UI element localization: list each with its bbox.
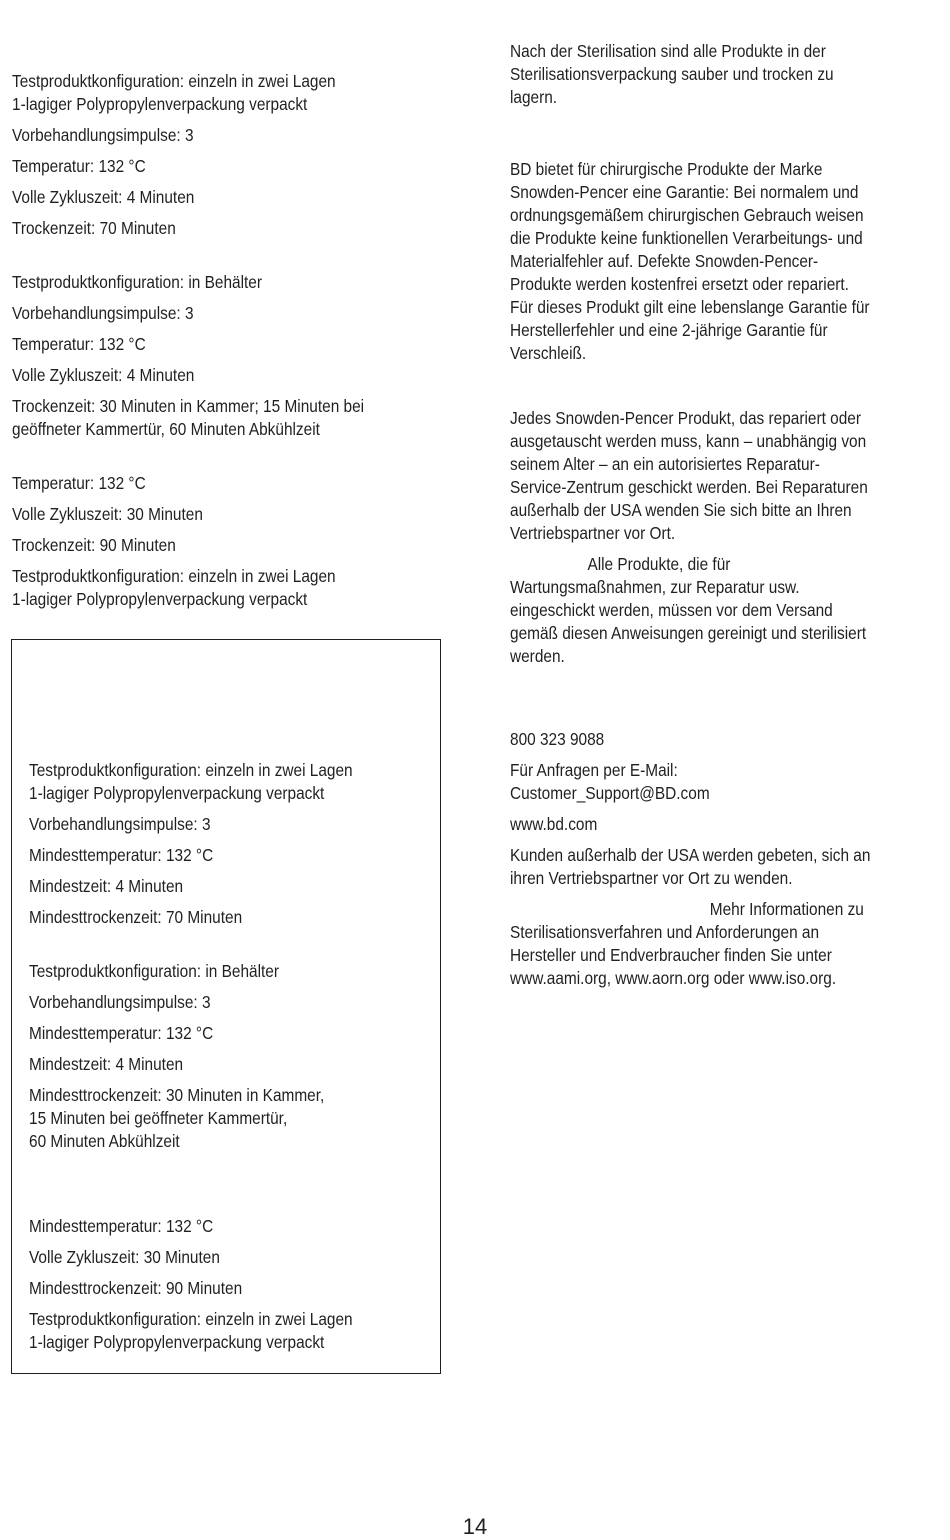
page-number: 14	[462, 1514, 488, 1539]
min-temperature-text: Mindesttemperatur: 132 °C	[29, 1216, 214, 1236]
cycle-time-text: Volle Zykluszeit: 4 Minuten	[12, 187, 195, 207]
cycle-block-2	[12, 271, 442, 441]
config-text: Testproduktkonfiguration: einzeln in zwei Lagen 1-lagiger Polypropylenverpackung verpackt	[12, 566, 336, 609]
box-block-3	[29, 1215, 397, 1354]
pulse-text: Vorbehandlungsimpulse: 3	[12, 125, 194, 145]
warranty-paragraph: BD bietet für chirurgische Produkte der Marke Snowden-Pencer eine Garantie: Bei normalem und ordnungsgemäßem chirurgischen Gebrauch weisen die Produkte keine funktionellen Verarbeitungs- und Materialfehler auf. Defekte Snowden-Pencer- Produkte werden kostenfrei ersetzt oder repariert. Für dieses Produkt gilt eine lebenslange Garantie für Herstellerfehler und eine 2-jährige Garantie für Verschleiß.	[510, 159, 870, 363]
drying-time-text: Trockenzeit: 30 Minuten in Kammer; 15 Minuten bei geöffneter Kammertür, 60 Minuten Abkühlzeit	[12, 396, 365, 439]
box-block-1	[29, 759, 397, 929]
min-drying-time-text: Mindesttrockenzeit: 70 Minuten	[29, 907, 243, 927]
config-text: Testproduktkonfiguration: einzeln in zwei Lagen 1-lagiger Polypropylenverpackung verpackt	[12, 71, 336, 114]
return-paragraph	[510, 553, 940, 668]
return-first-line: Alle Produkte, die für	[587, 554, 731, 574]
box-block-2	[29, 960, 397, 1153]
pulse-text: Vorbehandlungsimpulse: 3	[12, 303, 194, 323]
pulse-text: Vorbehandlungsimpulse: 3	[29, 992, 211, 1012]
info-paragraph	[510, 898, 940, 990]
minimum-parameters-box	[11, 639, 441, 1374]
email-contact[interactable]: Für Anfragen per E-Mail: Customer_Support@BD.com	[510, 760, 710, 803]
min-time-text: Mindestzeit: 4 Minuten	[29, 876, 184, 896]
left-column	[12, 70, 442, 619]
pulse-text: Vorbehandlungsimpulse: 3	[29, 814, 211, 834]
config-text: Testproduktkonfiguration: einzeln in zwei Lagen 1-lagiger Polypropylenverpackung verpackt	[29, 1309, 353, 1352]
config-text: Testproduktkonfiguration: einzeln in zwei Lagen 1-lagiger Polypropylenverpackung verpackt	[29, 760, 353, 803]
min-temperature-text: Mindesttemperatur: 132 °C	[29, 1023, 214, 1043]
config-text: Testproduktkonfiguration: in Behälter	[29, 961, 279, 981]
min-drying-time-text: Mindesttrockenzeit: 90 Minuten	[29, 1278, 243, 1298]
drying-time-text: Trockenzeit: 90 Minuten	[12, 535, 176, 555]
repair-paragraph: Jedes Snowden-Pencer Produkt, das repariert oder ausgetauscht werden muss, kann – unabhängig von seinem Alter – an ein autorisiertes Reparatur- Service-Zentrum geschickt werden. Bei Reparaturen außerhalb der USA wenden Sie sich bitte an Ihren Vertriebspartner vor Ort.	[510, 408, 868, 543]
min-temperature-text: Mindesttemperatur: 132 °C	[29, 845, 214, 865]
min-time-text: Mindestzeit: 4 Minuten	[29, 1054, 184, 1074]
phone-number: 800 323 9088	[510, 729, 605, 749]
storage-paragraph: Nach der Sterilisation sind alle Produkte in der Sterilisationsverpackung sauber und trocken zu lagern.	[510, 41, 834, 107]
temperature-text: Temperatur: 132 °C	[12, 156, 146, 176]
right-column	[510, 40, 940, 990]
cycle-block-1	[12, 70, 442, 240]
cycle-block-3	[12, 472, 442, 611]
temperature-text: Temperatur: 132 °C	[12, 334, 146, 354]
temperature-text: Temperatur: 132 °C	[12, 473, 146, 493]
info-first-line: Mehr Informationen zu	[709, 899, 864, 919]
config-text: Testproduktkonfiguration: in Behälter	[12, 272, 262, 292]
cycle-time-text: Volle Zykluszeit: 30 Minuten	[29, 1247, 220, 1267]
cycle-time-text: Volle Zykluszeit: 30 Minuten	[12, 504, 203, 524]
cycle-time-text: Volle Zykluszeit: 4 Minuten	[12, 365, 195, 385]
website-link[interactable]: www.bd.com	[510, 814, 598, 834]
international-note: Kunden außerhalb der USA werden gebeten, sich an ihren Vertriebspartner vor Ort zu wenden.	[510, 845, 871, 888]
info-rest: Sterilisationsverfahren und Anforderungen an Hersteller und Endverbraucher finden Sie unter www.aami.org, www.aorn.org oder www.iso.org.	[510, 922, 837, 988]
return-rest: Wartungsmaßnahmen, zur Reparatur usw. eingeschickt werden, müssen vor dem Versand gemäß diesen Anweisungen gereinigt und sterilisiert werden.	[510, 577, 867, 666]
drying-time-text: Trockenzeit: 70 Minuten	[12, 218, 176, 238]
min-drying-time-text: Mindesttrockenzeit: 30 Minuten in Kammer, 15 Minuten bei geöffneter Kammertür, 60 Minuten Abkühlzeit	[29, 1085, 325, 1151]
